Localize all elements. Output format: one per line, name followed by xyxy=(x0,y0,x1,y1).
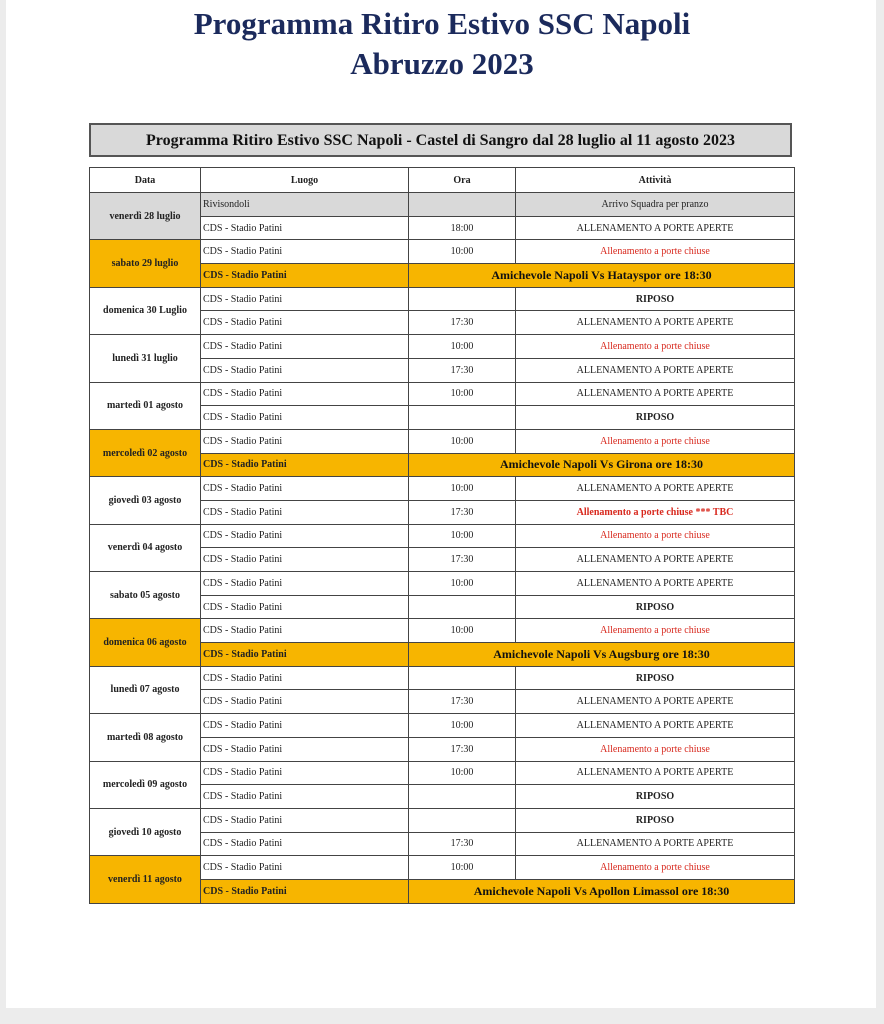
place-cell: CDS - Stadio Patini xyxy=(201,856,409,880)
time-cell: 18:00 xyxy=(409,216,516,240)
time-cell xyxy=(409,595,516,619)
time-cell: 10:00 xyxy=(409,335,516,359)
time-cell: 10:00 xyxy=(409,856,516,880)
activity-cell: ALLENAMENTO A PORTE APERTE xyxy=(516,714,795,738)
activity-cell: RIPOSO xyxy=(516,406,795,430)
friendly-match-cell: Amichevole Napoli Vs Augsburg ore 18:30 xyxy=(409,643,795,667)
schedule-body xyxy=(90,193,795,904)
activity-cell: Allenamento a porte chiuse xyxy=(516,429,795,453)
time-cell xyxy=(409,406,516,430)
table-row xyxy=(90,856,795,880)
place-cell: CDS - Stadio Patini xyxy=(201,879,409,903)
page-title: Programma Ritiro Estivo SSC Napoli xyxy=(193,6,691,41)
date-cell: domenica 30 Luglio xyxy=(90,287,201,334)
table-row xyxy=(90,193,795,217)
time-cell: 10:00 xyxy=(409,240,516,264)
time-cell xyxy=(409,666,516,690)
time-cell: 10:00 xyxy=(409,382,516,406)
date-cell: lunedì 31 luglio xyxy=(90,335,201,382)
activity-cell: ALLENAMENTO A PORTE APERTE xyxy=(516,548,795,572)
date-cell: domenica 06 agosto xyxy=(90,619,201,666)
activity-cell: RIPOSO xyxy=(516,666,795,690)
date-cell: mercoledì 09 agosto xyxy=(90,761,201,808)
place-cell: CDS - Stadio Patini xyxy=(201,453,409,477)
activity-cell: RIPOSO xyxy=(516,785,795,809)
place-cell: CDS - Stadio Patini xyxy=(201,240,409,264)
friendly-match-cell: Amichevole Napoli Vs Girona ore 18:30 xyxy=(409,453,795,477)
place-cell: CDS - Stadio Patini xyxy=(201,690,409,714)
activity-cell: ALLENAMENTO A PORTE APERTE xyxy=(516,477,795,501)
activity-cell: ALLENAMENTO A PORTE APERTE xyxy=(516,690,795,714)
place-cell: CDS - Stadio Patini xyxy=(201,737,409,761)
place-cell: CDS - Stadio Patini xyxy=(201,500,409,524)
activity-cell: ALLENAMENTO A PORTE APERTE xyxy=(516,572,795,596)
place-cell: CDS - Stadio Patini xyxy=(201,548,409,572)
date-cell: lunedì 07 agosto xyxy=(90,666,201,713)
activity-cell: ALLENAMENTO A PORTE APERTE xyxy=(516,216,795,240)
place-cell: CDS - Stadio Patini xyxy=(201,287,409,311)
place-cell: CDS - Stadio Patini xyxy=(201,714,409,738)
date-cell: martedì 08 agosto xyxy=(90,714,201,761)
date-cell: venerdì 04 agosto xyxy=(90,524,201,571)
activity-cell: RIPOSO xyxy=(516,595,795,619)
table-row xyxy=(90,335,795,359)
time-cell: 17:30 xyxy=(409,737,516,761)
time-cell: 10:00 xyxy=(409,477,516,501)
activity-cell: ALLENAMENTO A PORTE APERTE xyxy=(516,761,795,785)
time-cell: 10:00 xyxy=(409,714,516,738)
table-row xyxy=(90,429,795,453)
place-cell: CDS - Stadio Patini xyxy=(201,264,409,288)
place-cell: CDS - Stadio Patini xyxy=(201,666,409,690)
place-cell: CDS - Stadio Patini xyxy=(201,429,409,453)
activity-cell: Allenamento a porte chiuse xyxy=(516,524,795,548)
activity-cell: ALLENAMENTO A PORTE APERTE xyxy=(516,358,795,382)
date-cell: sabato 05 agosto xyxy=(90,572,201,619)
place-cell: CDS - Stadio Patini xyxy=(201,572,409,596)
activity-cell: RIPOSO xyxy=(516,808,795,832)
schedule-table xyxy=(89,167,795,904)
place-cell: CDS - Stadio Patini xyxy=(201,785,409,809)
place-cell: CDS - Stadio Patini xyxy=(201,643,409,667)
table-row xyxy=(90,619,795,643)
time-cell xyxy=(409,287,516,311)
date-cell: martedì 01 agosto xyxy=(90,382,201,429)
friendly-match-cell: Amichevole Napoli Vs Apollon Limassol ore 18:30 xyxy=(409,879,795,903)
time-cell: 17:30 xyxy=(409,358,516,382)
column-header-time: Ora xyxy=(409,168,516,193)
place-cell: CDS - Stadio Patini xyxy=(201,406,409,430)
place-cell: CDS - Stadio Patini xyxy=(201,595,409,619)
table-row xyxy=(90,666,795,690)
place-cell: CDS - Stadio Patini xyxy=(201,761,409,785)
date-cell: mercoledì 02 agosto xyxy=(90,429,201,476)
activity-cell: Arrivo Squadra per pranzo xyxy=(516,193,795,217)
table-row xyxy=(90,761,795,785)
time-cell xyxy=(409,193,516,217)
place-cell: CDS - Stadio Patini xyxy=(201,335,409,359)
time-cell: 17:30 xyxy=(409,832,516,856)
activity-cell: RIPOSO xyxy=(516,287,795,311)
table-row xyxy=(90,572,795,596)
activity-cell: Allenamento a porte chiuse xyxy=(516,240,795,264)
place-cell: CDS - Stadio Patini xyxy=(201,832,409,856)
activity-cell: Allenamento a porte chiuse xyxy=(516,856,795,880)
column-header-date: Data xyxy=(90,168,201,193)
activity-cell: ALLENAMENTO A PORTE APERTE xyxy=(516,832,795,856)
place-cell: CDS - Stadio Patini xyxy=(201,358,409,382)
friendly-match-cell: Amichevole Napoli Vs Hatayspor ore 18:30 xyxy=(409,264,795,288)
table-row xyxy=(90,240,795,264)
activity-cell: Allenamento a porte chiuse xyxy=(516,335,795,359)
column-header-activity: Attività xyxy=(516,168,795,193)
place-cell: CDS - Stadio Patini xyxy=(201,524,409,548)
date-cell: giovedì 03 agosto xyxy=(90,477,201,524)
time-cell: 10:00 xyxy=(409,524,516,548)
date-cell: venerdì 28 luglio xyxy=(90,193,201,240)
date-cell: venerdì 11 agosto xyxy=(90,856,201,903)
schedule-banner: Programma Ritiro Estivo SSC Napoli - Castel di Sangro dal 28 luglio al 11 agosto 2023 xyxy=(89,123,792,157)
place-cell: CDS - Stadio Patini xyxy=(201,619,409,643)
table-header-row xyxy=(90,168,795,193)
time-cell: 10:00 xyxy=(409,572,516,596)
date-cell: sabato 29 luglio xyxy=(90,240,201,287)
time-cell: 17:30 xyxy=(409,690,516,714)
activity-cell: ALLENAMENTO A PORTE APERTE xyxy=(516,311,795,335)
table-row xyxy=(90,287,795,311)
page-subtitle: Abruzzo 2023 xyxy=(350,46,534,81)
table-row xyxy=(90,524,795,548)
column-header-place: Luogo xyxy=(201,168,409,193)
table-row xyxy=(90,808,795,832)
place-cell: CDS - Stadio Patini xyxy=(201,477,409,501)
table-row xyxy=(90,477,795,501)
table-row xyxy=(90,382,795,406)
place-cell: CDS - Stadio Patini xyxy=(201,311,409,335)
activity-cell: ALLENAMENTO A PORTE APERTE xyxy=(516,382,795,406)
time-cell xyxy=(409,808,516,832)
time-cell xyxy=(409,785,516,809)
table-row xyxy=(90,714,795,738)
time-cell: 10:00 xyxy=(409,619,516,643)
time-cell: 17:30 xyxy=(409,548,516,572)
date-cell: giovedì 10 agosto xyxy=(90,808,201,855)
place-cell: CDS - Stadio Patini xyxy=(201,216,409,240)
place-cell: Rivisondoli xyxy=(201,193,409,217)
place-cell: CDS - Stadio Patini xyxy=(201,382,409,406)
activity-cell: Allenamento a porte chiuse *** TBC xyxy=(516,500,795,524)
time-cell: 17:30 xyxy=(409,500,516,524)
time-cell: 10:00 xyxy=(409,429,516,453)
time-cell: 17:30 xyxy=(409,311,516,335)
activity-cell: Allenamento a porte chiuse xyxy=(516,737,795,761)
time-cell: 10:00 xyxy=(409,761,516,785)
place-cell: CDS - Stadio Patini xyxy=(201,808,409,832)
activity-cell: Allenamento a porte chiuse xyxy=(516,619,795,643)
